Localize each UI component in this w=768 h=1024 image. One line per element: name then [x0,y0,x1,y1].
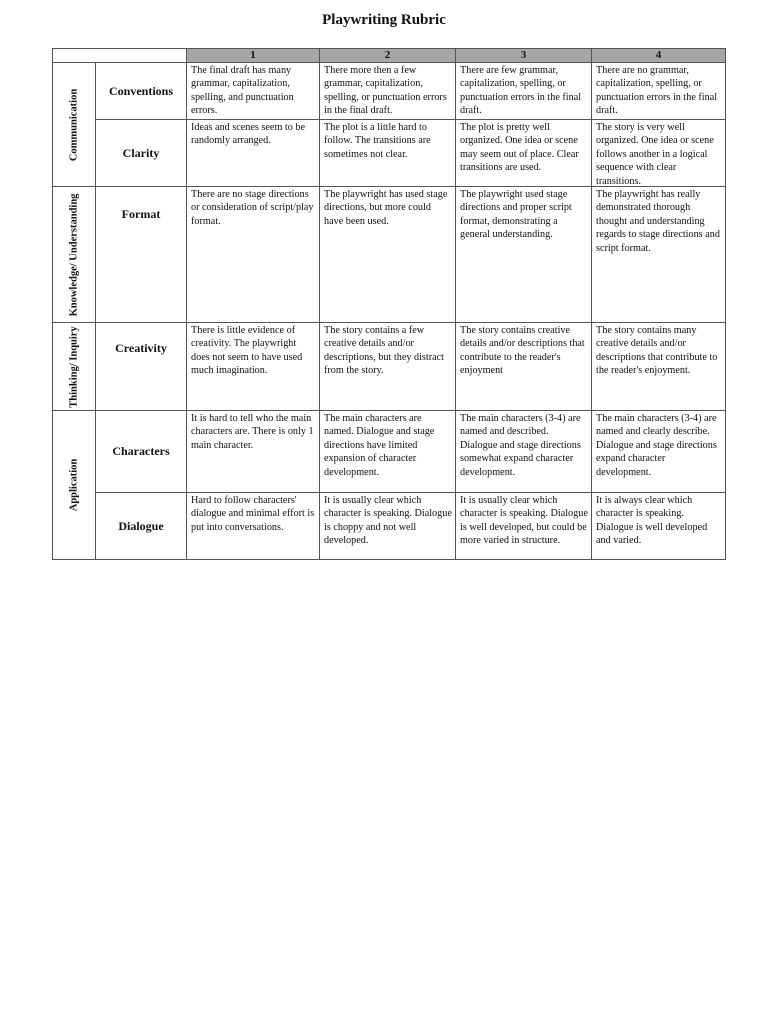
descriptor-cell [456,63,592,120]
descriptor-text: There is little evidence of creativity. The playwright does not seem to have used much imagination. [191,325,303,377]
category-knowledge [53,187,96,323]
descriptor-text: The playwright used stage directions and proper script format, demonstrating a general understanding. [460,189,572,241]
descriptor-cell [592,411,726,493]
rubric-table [52,48,726,560]
descriptor-cell [592,120,726,187]
criterion-characters: Characters [96,411,187,493]
category-application [53,411,96,560]
descriptor-text: The plot is a little hard to follow. The transitions are sometimes not clear. [324,122,431,160]
descriptor-cell [187,63,320,120]
descriptor-text: Hard to follow characters' dialogue and minimal effort is put into conversations. [191,495,315,533]
table-row [53,120,726,187]
descriptor-text: There are few grammar, capitalization, spelling, or punctuation errors in the final draft. [460,65,582,117]
descriptor-cell [320,187,456,323]
descriptor-text: It is hard to tell who the main characters are. There is only 1 main character. [191,413,314,451]
descriptor-text: The story contains creative details and/or descriptions that contribute to the reader's enjoyment [460,325,585,377]
descriptor-cell [456,120,592,187]
descriptor-text: The final draft has many grammar, capitalization, spelling, and punctuation errors. [191,65,294,117]
descriptor-text: The main characters are named. Dialogue and stage directions have limited expansion of character development. [324,413,435,478]
descriptor-cell [592,493,726,560]
descriptor-cell [592,187,726,323]
header-row [53,49,726,63]
table-row [53,187,726,323]
criterion-format: Format [96,187,187,323]
descriptor-cell [187,187,320,323]
category-label: Thinking/ Inquiry [68,325,80,408]
criterion-dialogue: Dialogue [96,493,187,560]
level-header-1: 1 [187,49,320,63]
descriptor-cell [456,187,592,323]
table-row [53,411,726,493]
category-label: Application [68,458,80,512]
descriptor-text: The story is very well organized. One idea or scene follows another in a logical sequence with clear transitions. [596,122,714,186]
criterion-conventions: Conventions [96,63,187,120]
category-label: Communication [68,88,80,161]
descriptor-cell [187,411,320,493]
descriptor-text: The playwright has used stage directions, but more could have been used. [324,189,448,227]
descriptor-text: It is usually clear which character is speaking. Dialogue is choppy and not well developed. [324,495,452,547]
descriptor-cell [592,323,726,411]
descriptor-cell [320,493,456,560]
descriptor-text: The playwright has really demonstrated thorough thought and understanding regards to stage directions and script format. [596,189,720,254]
descriptor-cell [456,411,592,493]
descriptor-cell [320,411,456,493]
descriptor-cell [187,493,320,560]
descriptor-text: There more then a few grammar, capitalization, spelling, or punctuation errors in the final draft. [324,65,447,117]
category-thinking [53,323,96,411]
descriptor-text: The plot is pretty well organized. One idea or scene may seem out of place. Clear transitions are used. [460,122,579,174]
descriptor-text: There are no stage directions or consideration of script/play format. [191,189,314,227]
table-row [53,493,726,560]
criterion-clarity: Clarity [96,120,187,187]
descriptor-text: The main characters (3-4) are named and clearly describe. Dialogue and stage directions expand character development. [596,413,717,478]
category-communication [53,63,96,187]
descriptor-text: There are no grammar, capitalization, spelling, or punctuation errors in the final draft. [596,65,718,117]
descriptor-cell [187,120,320,187]
page-title: Playwriting Rubric [322,12,446,28]
header-blank-cell [53,49,187,63]
level-header-3: 3 [456,49,592,63]
descriptor-text: It is always clear which character is speaking. Dialogue is well developed and varied. [596,495,708,547]
descriptor-cell [456,323,592,411]
descriptor-cell [320,120,456,187]
table-row [53,63,726,120]
category-label: Knowledge/ Understanding [68,193,80,316]
descriptor-text: Ideas and scenes seem to be randomly arranged. [191,122,305,147]
descriptor-cell [187,323,320,411]
descriptor-text: It is usually clear which character is speaking. Dialogue is well developed, but could be more varied in structure. [460,495,588,547]
descriptor-cell [456,493,592,560]
descriptor-text: The story contains many creative details and/or descriptions that contribute to the reader's enjoyment. [596,325,718,377]
level-header-4: 4 [592,49,726,63]
descriptor-cell [592,63,726,120]
descriptor-cell [320,323,456,411]
level-header-2: 2 [320,49,456,63]
descriptor-text: The main characters (3-4) are named and described. Dialogue and stage directions somewhat expand character development. [460,413,581,478]
criterion-creativity: Creativity [96,323,187,411]
table-row [53,323,726,411]
descriptor-cell [320,63,456,120]
descriptor-text: The story contains a few creative details and/or descriptions, but they distract from the story. [324,325,444,377]
